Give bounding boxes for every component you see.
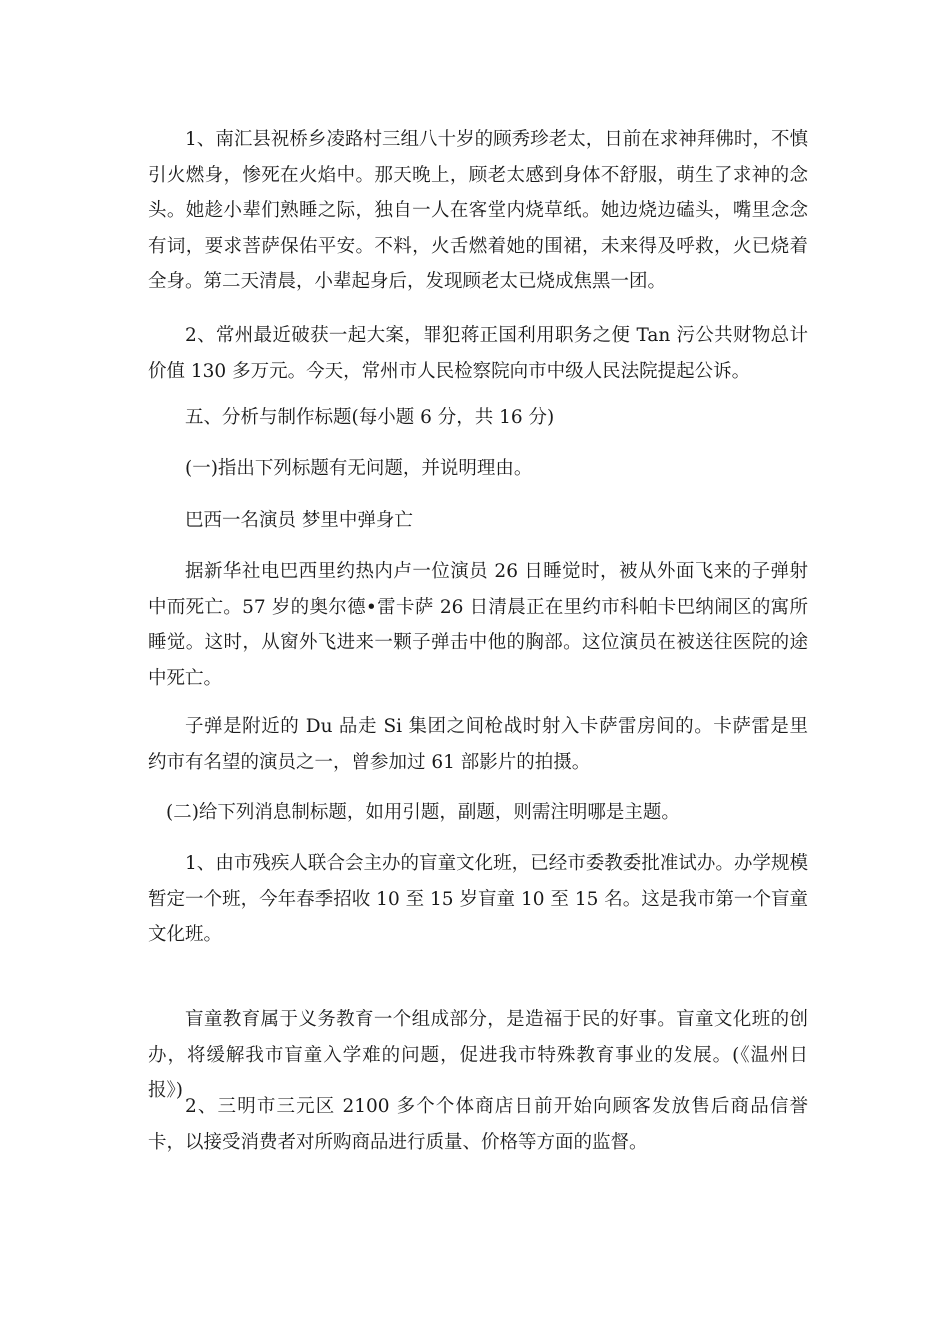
- subsection-heading-two: (二)给下列消息制标题，如用引题，副题，则需注明哪是主题。: [166, 802, 680, 823]
- section-heading-five: 五、分析与制作标题(每小题 6 分，共 16 分): [185, 407, 555, 428]
- paragraph-brazil-2: 子弹是附近的 Du 品走 Si 集团之间枪战时射入卡萨雷房间的。卡萨雷是里约市有名望的演员之一，曾参加过 61 部影片的拍摄。: [148, 716, 808, 773]
- paragraph-brazil-1: 据新华社电巴西里约热内卢一位演员 26 日睡觉时，被从外面飞来的子弹射中而死亡。57 岁的奥尔德•雷卡萨 26 日清晨正在里约市科帕卡巴纳闹区的寓所睡觉。这时，从窗外飞进来一颗子弹击中他的胸部。这位演员在被送往医院的途中死亡。: [148, 561, 808, 689]
- paragraph-news-2: 2、常州最近破获一起大案，罪犯蒋正国利用职务之便 Tan 污公共财物总计价值 130 多万元。今天，常州市人民检察院向市中级人民法院提起公诉。: [148, 325, 808, 382]
- paragraph-blind-school-2: 盲童教育属于义务教育一个组成部分，是造福于民的好事。盲童文化班的创办，将缓解我市盲童入学难的问题，促进我市特殊教育事业的发展。(《温州日报》): [148, 1009, 808, 1101]
- paragraph-news-1: 1、南汇县祝桥乡凌路村三组八十岁的顾秀珍老太，日前在求神拜佛时，不慎引火燃身，惨死在火焰中。那天晚上，顾老太感到身体不舒服，萌生了求神的念头。她趁小辈们熟睡之际，独自一人在客堂内烧草纸。她边烧边磕头，嘴里念念有词，要求菩萨保佑平安。不料，火舌燃着她的围裙，未来得及呼救，火已烧着全身。第二天清晨，小辈起身后，发现顾老太已烧成焦黑一团。: [148, 129, 808, 292]
- subsection-heading-one: (一)指出下列标题有无问题，并说明理由。: [185, 458, 533, 479]
- example-headline: 巴西一名演员 梦里中弹身亡: [185, 510, 413, 531]
- paragraph-blind-school-1: 1、由市残疾人联合会主办的盲童文化班，已经市委教委批准试办。办学规模暂定一个班，今年春季招收 10 至 15 岁盲童 10 至 15 名。这是我市第一个盲童文化班。: [148, 853, 808, 945]
- paragraph-sanming: 2、三明市三元区 2100 多个个体商店日前开始向顾客发放售后商品信誉卡，以接受消费者对所购商品进行质量、价格等方面的监督。: [148, 1096, 808, 1153]
